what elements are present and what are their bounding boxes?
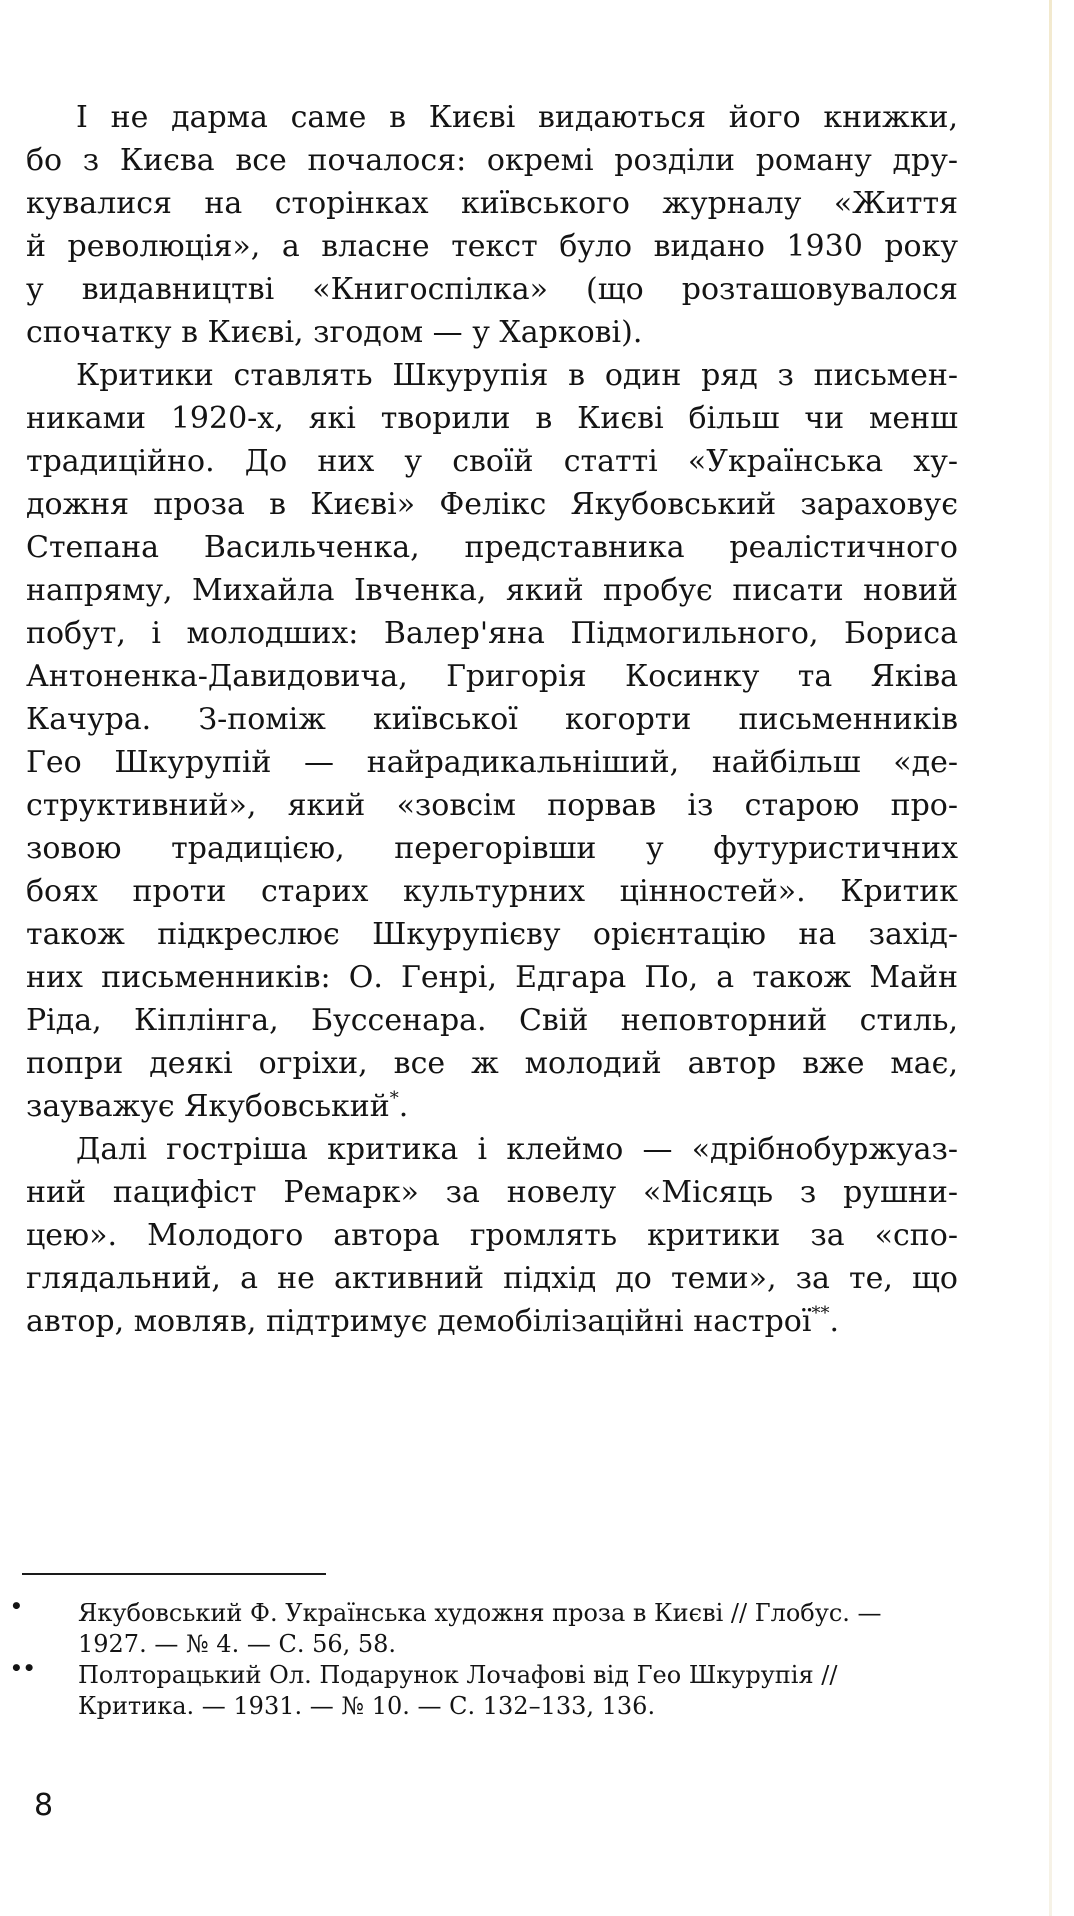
text-line: побут, і молодших: Валер'яна Підмогильного, Бориса — [26, 616, 958, 651]
text-line: Антоненка-Давидовича, Григорія Косинку та Яківа — [26, 659, 958, 694]
page-edge — [1049, 0, 1052, 1916]
text-line: бо з Києва все почалося: окремі розділи роману дру- — [26, 143, 958, 178]
text-line: зовою традицією, перегорівши у футуристичних — [26, 831, 958, 866]
text-line: Далі гостріша критика і клеймо — «дрібнобуржуаз- — [76, 1132, 958, 1167]
text-line: попри деякі огріхи, все ж молодий автор вже має, — [26, 1046, 958, 1081]
text-line: Гео Шкурупій — найрадикальніший, найбільш «де- — [26, 745, 958, 780]
paragraph-3 — [26, 1128, 958, 1343]
paragraph-1 — [26, 96, 958, 354]
text-line: І не дарма саме в Києві видаються його книжки, — [76, 100, 958, 135]
paragraph-2 — [26, 354, 958, 1128]
footnote-2 — [0, 1656, 1000, 1722]
footnote-1 — [0, 1594, 1000, 1660]
footnote-marker: • — [10, 1594, 23, 1618]
footnote-ref-1[interactable]: * — [389, 1088, 399, 1109]
footnote-marker: •• — [10, 1656, 36, 1680]
text-line: цею». Молодого автора громлять критики за «спо- — [26, 1218, 958, 1253]
text-line: у видавництві «Книгоспілка» (що розташовувалося — [26, 272, 958, 307]
text-line: никами 1920-х, які творили в Києві більш чи менш — [26, 401, 958, 436]
punctuation: . — [398, 1089, 409, 1124]
text-line: також підкреслює Шкурупієву орієнтацію на захід- — [26, 917, 958, 952]
text-line: Ріда, Кіплінга, Буссенара. Свій неповторний стиль, — [26, 1003, 958, 1038]
footnote-line: Критика. — 1931. — № 10. — С. 132–133, 136. — [78, 1692, 656, 1720]
text-line: Критики ставлять Шкурупія в один ряд з письмен- — [76, 358, 958, 393]
text-line-content: зауважує Якубовський — [26, 1089, 390, 1124]
text-line: ний пацифіст Ремарк» за новелу «Місяць з рушни- — [26, 1175, 958, 1210]
footnote-line: Якубовський Ф. Українська художня проза в Києві // Глобус. — — [78, 1599, 882, 1627]
body-text — [26, 96, 958, 1343]
footnotes — [0, 1594, 1000, 1722]
footnote-ref-2[interactable]: ** — [811, 1303, 830, 1324]
page-number: 8 — [34, 1788, 54, 1823]
footnote-line: Полторацький Ол. Подарунок Лочафові від Гео Шкурупія // — [78, 1661, 838, 1689]
text-line-content: автор, мовляв, підтримує демобілізаційні настрої — [26, 1304, 812, 1339]
text-line: кувалися на сторінках київського журналу «Життя — [26, 186, 958, 221]
footnote-line: 1927. — № 4. — С. 56, 58. — [78, 1630, 397, 1658]
text-line: них письменників: О. Генрі, Едгара По, а також Майн — [26, 960, 958, 995]
punctuation: . — [829, 1304, 839, 1339]
text-line: глядальний, а не активний підхід до теми», за те, що — [26, 1261, 958, 1296]
text-line: спочатку в Києві, згодом — у Харкові). — [26, 315, 643, 350]
footnote-divider — [22, 1573, 326, 1575]
text-line: традиційно. До них у своїй статті «Українська ху- — [26, 444, 958, 479]
text-line: напряму, Михайла Івченка, який пробує писати новий — [26, 573, 958, 608]
text-line: дожня проза в Києві» Фелікс Якубовський зараховує — [26, 487, 958, 522]
text-line: боях проти старих культурних цінностей». Критик — [26, 874, 958, 909]
text-line — [26, 1085, 958, 1128]
text-line: Качура. З-поміж київської когорти письменників — [26, 702, 958, 737]
text-line: й революція», а власне текст було видано 1930 року — [26, 229, 958, 264]
text-line: Степана Васильченка, представника реалістичного — [26, 530, 958, 565]
text-line — [26, 1300, 958, 1343]
text-line: структивний», який «зовсім порвав із старою про- — [26, 788, 958, 823]
